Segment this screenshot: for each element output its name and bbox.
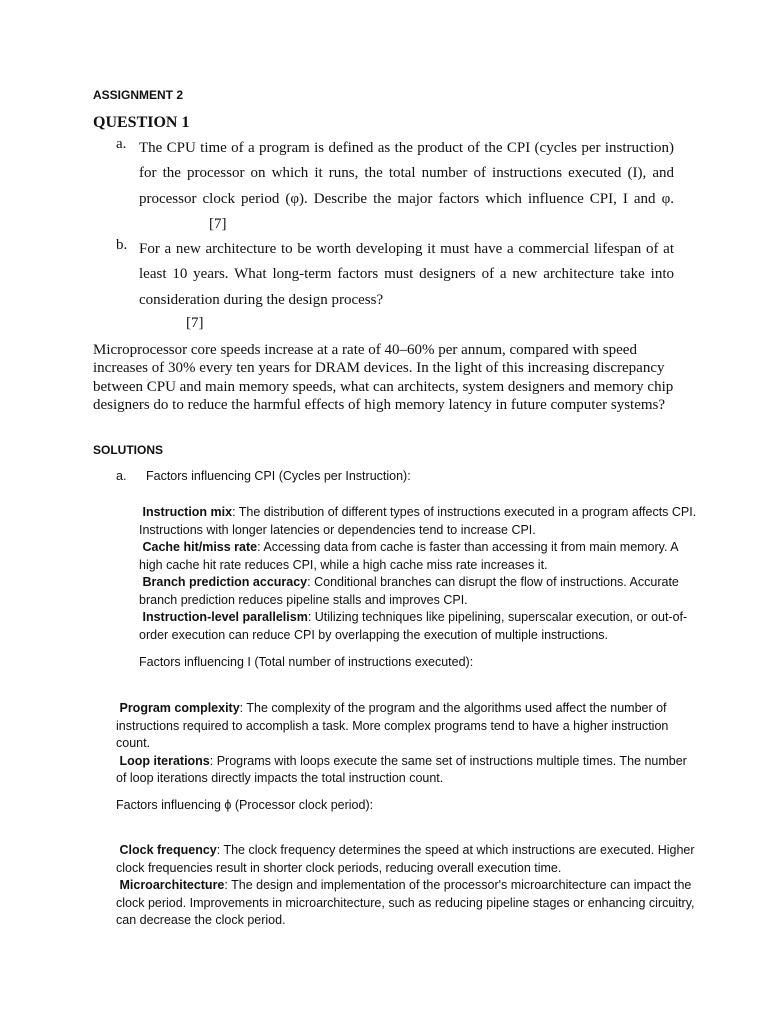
- question-b-label: b.: [116, 237, 128, 253]
- solution-a-label: a.: [116, 469, 127, 483]
- question-a-body: [139, 136, 674, 237]
- instruction-count-heading: Factors influencing I (Total number of instructions executed):: [139, 655, 474, 669]
- question-a-text: The CPU time of a program is defined as the product of the CPI (cycles per instruction) for the processor on which it runs, the total number of instructions executed (I), and processor clock period (φ). Describe the major factors which influence CPI, I and φ.: [139, 140, 674, 207]
- factor-item: [116, 753, 696, 788]
- question-a-marks: [7]: [209, 215, 227, 232]
- factor-item: [116, 700, 696, 753]
- factor-item: [116, 842, 696, 877]
- factor-item: [139, 609, 699, 644]
- factor-text: : The design and implementation of the processor's microarchitecture can impact the clock period. Improvements in microarchitecture, such as reducing pipeline stages or enhancing circuitry, can decrease the clock period.: [116, 878, 695, 927]
- factor-text: : Conditional branches can disrupt the flow of instructions. Accurate branch prediction reduces pipeline stalls and improves CPI.: [139, 575, 679, 607]
- factor-text: : Utilizing techniques like pipelining, superscalar execution, or out-of-order execution can reduce CPI by overlapping the execution of multiple instructions.: [139, 610, 688, 642]
- factor-text: : The complexity of the program and the algorithms used affect the number of instructions required to accomplish a task. More complex programs tend to have a higher instruction count.: [116, 701, 669, 750]
- question-b-text: For a new architecture to be worth developing it must have a commercial lifespan of at least 10 years. What long-term factors must designers of a new architecture take into consideration during the design process?: [139, 241, 674, 308]
- question-a-label: a.: [116, 136, 127, 152]
- factor-text: : The clock frequency determines the speed at which instructions are executed. Higher clock frequencies result in shorter clock periods, reducing overall execution time.: [116, 843, 695, 875]
- factor-text: : Accessing data from cache is faster than accessing it from main memory. A high cache hit rate reduces CPI, while a high cache miss rate increases it.: [139, 540, 678, 572]
- factor-term: Clock frequency: [119, 843, 217, 857]
- question-b-marks: [7]: [186, 315, 204, 331]
- factor-term: Program complexity: [119, 701, 240, 715]
- instruction-count-factors: [116, 700, 696, 788]
- question-b: [116, 237, 674, 313]
- factor-item: [139, 539, 699, 574]
- cpi-heading: Factors influencing CPI (Cycles per Instruction):: [146, 469, 411, 483]
- assignment-label: ASSIGNMENT 2: [93, 88, 184, 102]
- question-paragraph: Microprocessor core speeds increase at a rate of 40–60% per annum, compared with speed increases of 30% every ten years for DRAM devices. In the light of this increasing discrepancy between CPU and main memory speeds, what can architects, system designers and memory chip designers do to reduce the harmful effects of high memory latency in future computer systems?: [93, 342, 674, 413]
- clock-period-heading: Factors influencing ϕ (Processor clock period):: [116, 798, 374, 812]
- cpi-factors: [139, 504, 699, 644]
- factor-term: Microarchitecture: [119, 878, 225, 892]
- factor-item: [139, 504, 699, 539]
- factor-item: [116, 877, 696, 930]
- question-a: [116, 136, 674, 237]
- factor-text: : Programs with loops execute the same set of instructions multiple times. The number of loop iterations directly impacts the total instruction count.: [116, 753, 687, 785]
- factor-term: Branch prediction accuracy: [142, 575, 308, 589]
- factor-term: Cache hit/miss rate: [142, 540, 258, 554]
- clock-period-factors: [116, 842, 696, 930]
- question-title: QUESTION 1: [93, 114, 190, 131]
- solutions-label: SOLUTIONS: [93, 443, 164, 457]
- factor-term: Loop iterations: [119, 753, 210, 768]
- factor-term: Instruction-level parallelism: [142, 610, 308, 624]
- factor-item: [139, 574, 699, 609]
- factor-text: : The distribution of different types of instructions executed in a program affects CPI. Instructions with longer latencies or dependencies tend to increase CPI.: [139, 505, 697, 537]
- factor-term: Instruction mix: [142, 505, 233, 519]
